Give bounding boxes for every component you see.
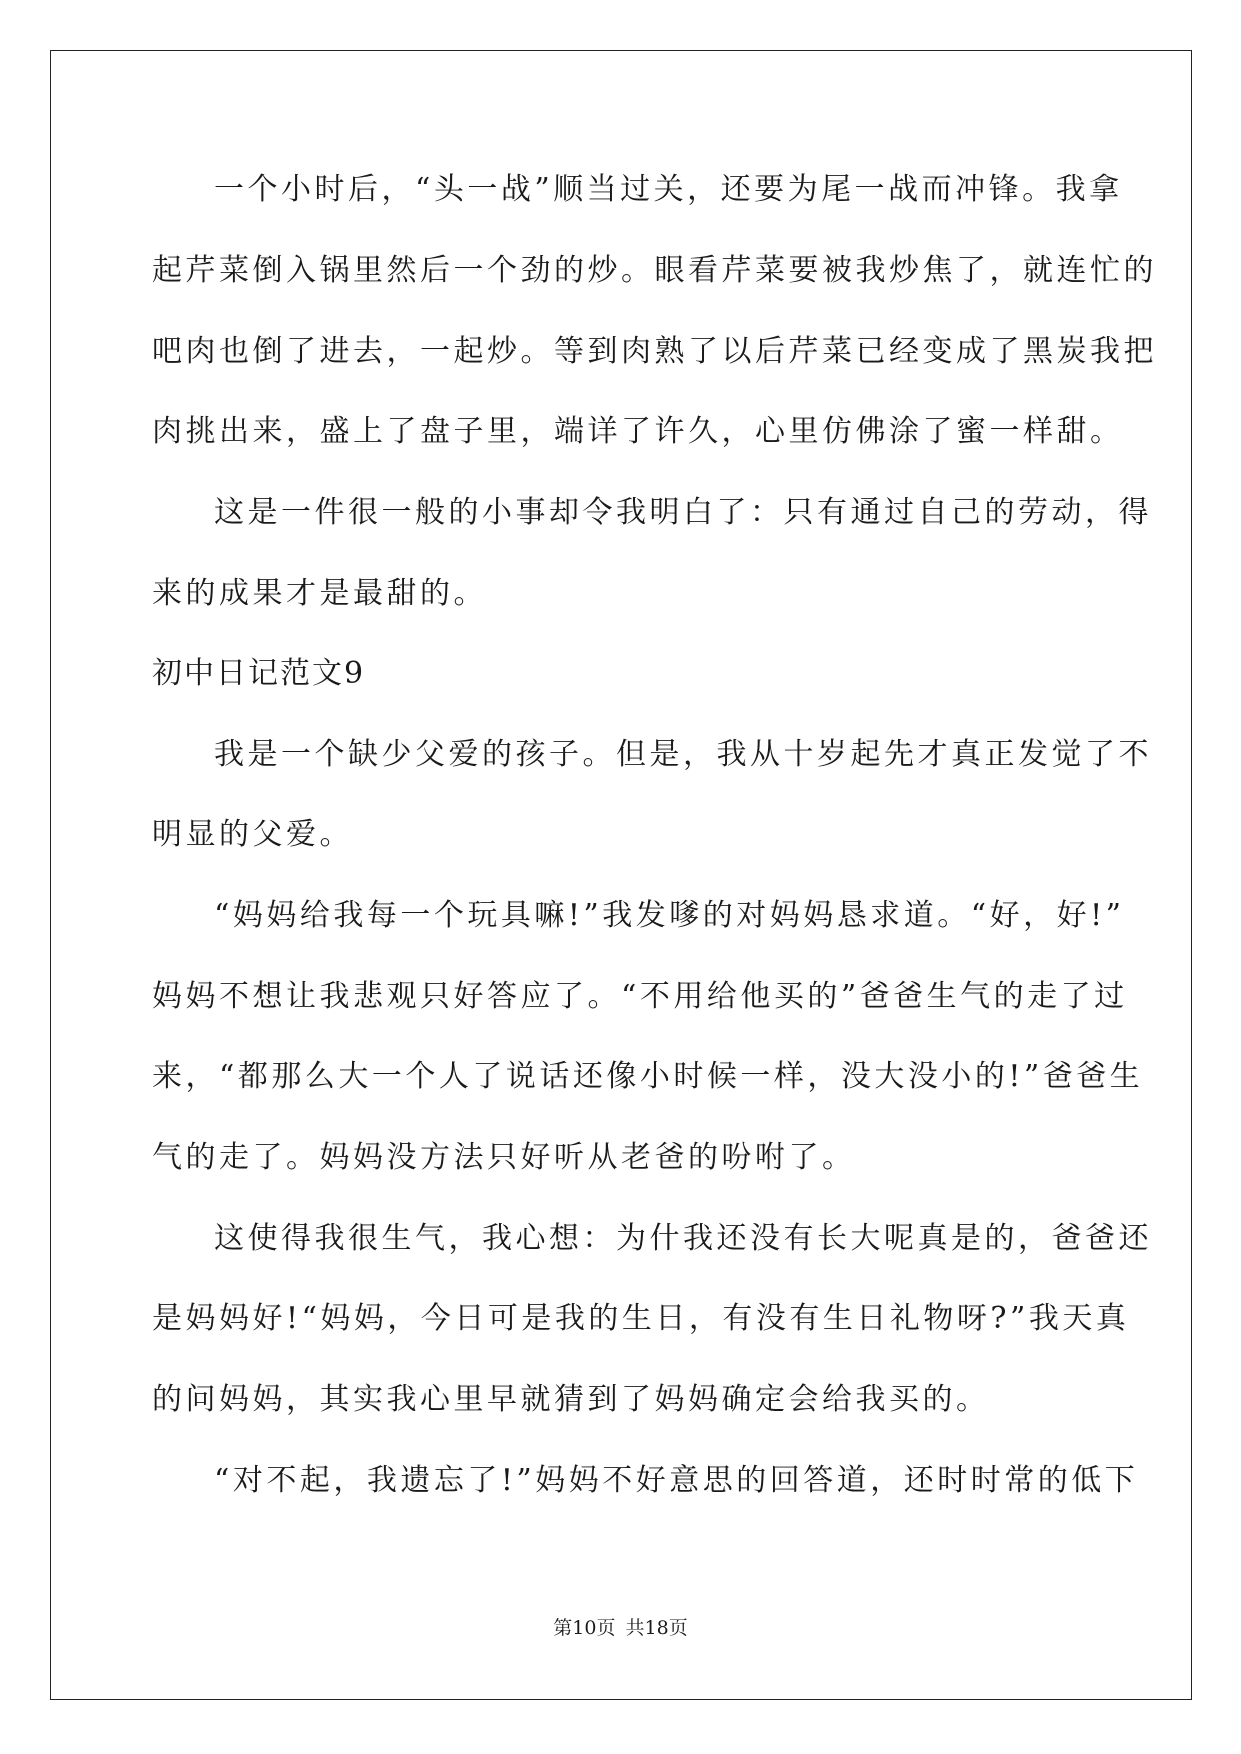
text-line: 这是一件很一般的小事却令我明白了：只有通过自己的劳动，得 <box>214 495 1152 530</box>
page-footer <box>0 1616 1241 1640</box>
text-line: “对不起，我遗忘了!”妈妈不好意思的回答道，还时时常的低下 <box>214 1463 1139 1498</box>
section-heading: 初中日记范文9 <box>152 656 366 691</box>
text-line: 是妈妈好!“妈妈，今日可是我的生日，有没有生日礼物呀?”我天真 <box>152 1301 1130 1336</box>
text-line: 起芹菜倒入锅里然后一个劲的炒。眼看芹菜要被我炒焦了，就连忙的 <box>152 253 1157 288</box>
text-line: 一个小时后，“头一战”顺当过关，还要为尾一战而冲锋。我拿 <box>214 172 1123 207</box>
text-line: “妈妈给我每一个玩具嘛!”我发嗲的对妈妈恳求道。“好，好!” <box>214 898 1125 933</box>
text-line: 肉挑出来，盛上了盘子里，端详了许久，心里仿佛涂了蜜一样甜。 <box>152 414 1124 449</box>
text-line: 我是一个缺少父爱的孩子。但是，我从十岁起先才真正发觉了不 <box>214 737 1152 772</box>
text-line: 气的走了。妈妈没方法只好听从老爸的吩咐了。 <box>152 1140 856 1175</box>
text-line: 吧肉也倒了进去，一起炒。等到肉熟了以后芹菜已经变成了黑炭我把 <box>152 334 1157 369</box>
text-line: 妈妈不想让我悲观只好答应了。“不用给他买的”爸爸生气的走了过 <box>152 979 1128 1014</box>
text-line: 的问妈妈，其实我心里早就猜到了妈妈确定会给我买的。 <box>152 1382 990 1417</box>
text-line: 明显的父爱。 <box>152 817 353 852</box>
text-line: 来，“都那么大一个人了说话还像小时候一样，没大没小的!”爸爸生 <box>152 1059 1144 1094</box>
page-border <box>50 50 1192 1700</box>
page-number: 第10页 <box>553 1617 616 1639</box>
text-line: 这使得我很生气，我心想：为什我还没有长大呢真是的，爸爸还 <box>214 1221 1152 1256</box>
page-total: 共18页 <box>625 1617 688 1639</box>
text-line: 来的成果才是最甜的。 <box>152 576 487 611</box>
